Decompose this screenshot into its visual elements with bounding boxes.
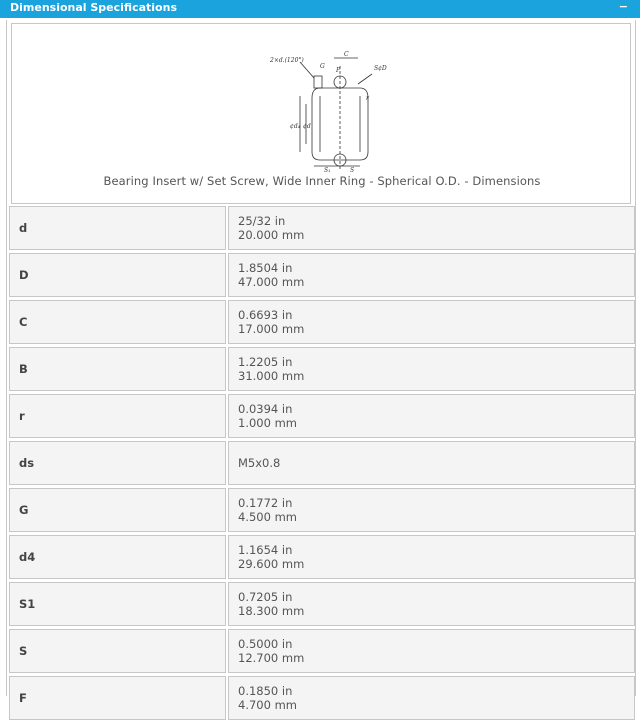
svg-text:G: G — [320, 63, 325, 70]
spec-value-inch: 0.7205 in — [238, 590, 293, 604]
spec-value-inch: 1.1654 in — [238, 543, 293, 557]
spec-row — [9, 676, 635, 720]
svg-text:¢d: ¢d — [303, 123, 311, 130]
spec-row — [9, 582, 635, 626]
svg-text:¢d₄: ¢d₄ — [290, 123, 301, 130]
spec-value-inch: 0.0394 in — [238, 402, 293, 416]
spec-value-mm: 12.700 mm — [238, 651, 305, 665]
spec-row — [9, 441, 635, 485]
spec-row — [9, 300, 635, 344]
spec-value-inch: 0.5000 in — [238, 637, 293, 651]
spec-key: C — [9, 300, 226, 344]
spec-key: F — [9, 676, 226, 720]
spec-row — [9, 253, 635, 297]
spec-key: S1 — [9, 582, 226, 626]
spec-value-mm: 4.700 mm — [238, 698, 297, 712]
spec-value-inch: 0.1850 in — [238, 684, 293, 698]
spec-value-mm: 31.000 mm — [238, 369, 305, 383]
svg-text:C: C — [344, 51, 349, 58]
spec-value — [228, 394, 635, 438]
svg-text:2×d.(120°): 2×d.(120°) — [270, 57, 304, 64]
spec-value-inch: 1.8504 in — [238, 261, 293, 275]
svg-text:S¢D: S¢D — [374, 65, 387, 72]
svg-text:S: S — [350, 167, 355, 174]
spec-value — [228, 582, 635, 626]
bearing-insert-diagram — [248, 48, 398, 172]
svg-text:r: r — [366, 95, 369, 102]
spec-value-inch: 25/32 in — [238, 214, 286, 228]
spec-key: D — [9, 253, 226, 297]
spec-value-inch: 0.1772 in — [238, 496, 293, 510]
spec-row — [9, 347, 635, 391]
spec-key: ds — [9, 441, 226, 485]
spec-value-mm: 29.600 mm — [238, 557, 305, 571]
svg-text:F: F — [336, 67, 341, 74]
spec-value-mm: 47.000 mm — [238, 275, 305, 289]
spec-value — [228, 441, 635, 485]
spec-value-inch: 0.6693 in — [238, 308, 293, 322]
spec-value-inch: M5x0.8 — [238, 456, 281, 470]
spec-key: r — [9, 394, 226, 438]
spec-key: B — [9, 347, 226, 391]
spec-key: d — [9, 206, 226, 250]
diagram-caption: Bearing Insert w/ Set Screw, Wide Inner Ring - Spherical O.D. - Dimensions — [103, 174, 541, 188]
panel-title: Dimensional Specifications — [10, 1, 177, 14]
spec-row — [9, 535, 635, 579]
spec-value — [228, 206, 635, 250]
spec-row — [9, 206, 635, 250]
spec-row — [9, 629, 635, 673]
panel-body — [6, 20, 636, 712]
spec-value — [228, 629, 635, 673]
spec-value — [228, 253, 635, 297]
spec-row — [9, 488, 635, 532]
spec-key: G — [9, 488, 226, 532]
spec-row — [9, 394, 635, 438]
spec-key: d4 — [9, 535, 226, 579]
spec-value-mm: 20.000 mm — [238, 228, 305, 242]
diagram-container — [11, 23, 631, 204]
spec-value-mm: 1.000 mm — [238, 416, 297, 430]
collapse-icon[interactable]: − — [618, 0, 628, 13]
spec-value — [228, 347, 635, 391]
svg-text:S₁: S₁ — [324, 167, 331, 174]
spec-value-mm: 18.300 mm — [238, 604, 305, 618]
spec-value-mm: 4.500 mm — [238, 510, 297, 524]
spec-value-inch: 1.2205 in — [238, 355, 293, 369]
panel-header[interactable] — [0, 0, 640, 18]
spec-value — [228, 676, 635, 720]
spec-value — [228, 488, 635, 532]
spec-value — [228, 535, 635, 579]
spec-value — [228, 300, 635, 344]
spec-key: S — [9, 629, 226, 673]
spec-value-mm: 17.000 mm — [238, 322, 305, 336]
